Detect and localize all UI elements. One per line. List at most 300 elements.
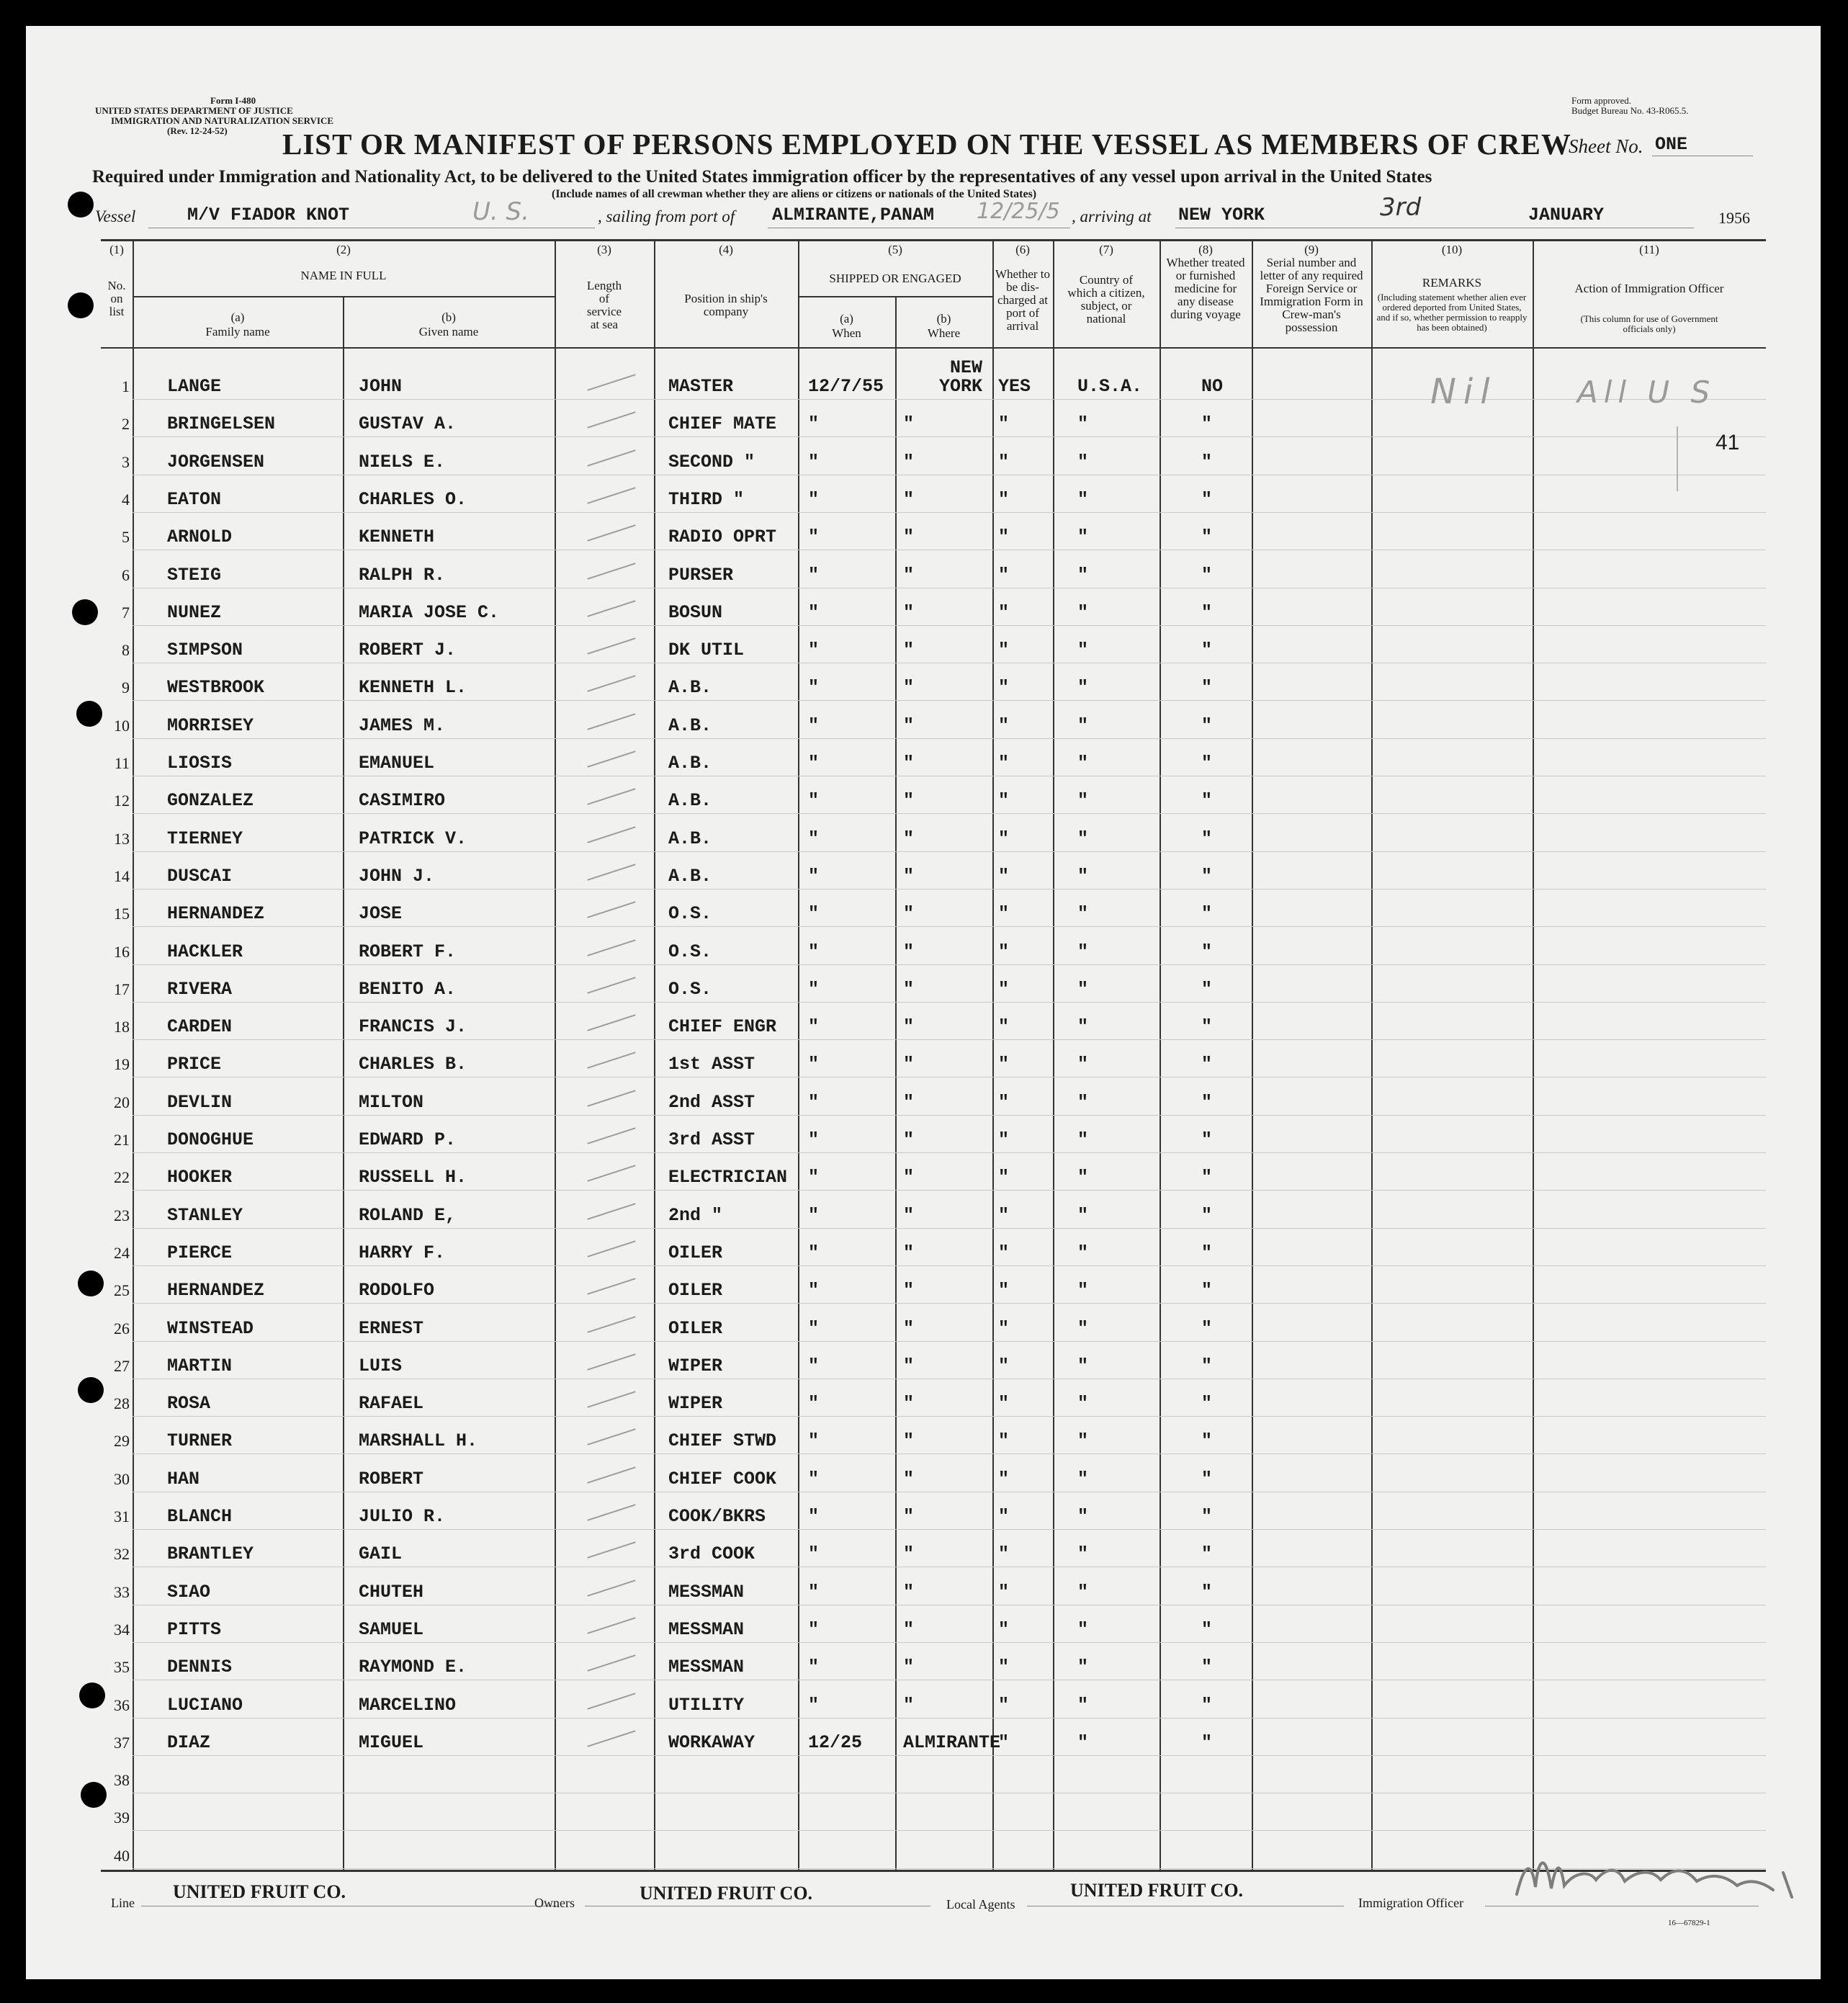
cell-position: A.B.: [668, 828, 712, 849]
cell-discharged: ": [998, 1016, 1010, 1037]
row-number: 18: [114, 1018, 130, 1036]
cell-position: COOK/BKRS: [668, 1506, 766, 1527]
owners-label: Owners: [534, 1896, 575, 1910]
service-tick-mark: [587, 524, 635, 542]
col-2a-header: Family name: [205, 325, 270, 339]
cell-medicine: ": [1201, 602, 1213, 623]
cell-discharged: ": [998, 1280, 1010, 1301]
cell-position: O.S.: [668, 941, 712, 962]
cell-given: KENNETH: [359, 526, 435, 547]
service-tick-mark: [587, 939, 635, 956]
cell-where: ": [903, 1054, 915, 1075]
cell-family: HACKLER: [167, 941, 243, 962]
page-title: LIST OR MANIFEST OF PERSONS EMPLOYED ON THE VESSEL AS MEMBERS OF CREW: [282, 127, 1571, 161]
cell-where: ": [903, 1582, 915, 1603]
cell-given: RUSSELL H.: [359, 1167, 467, 1188]
row-rule: [133, 512, 1766, 513]
row-number: 16: [114, 943, 130, 961]
cell-where: ": [903, 1543, 915, 1564]
cell-when: ": [808, 1469, 820, 1489]
service-tick-mark: [587, 1541, 635, 1559]
cell-country: ": [1077, 452, 1089, 472]
row-number: 27: [114, 1357, 130, 1375]
cell-when: ": [808, 941, 820, 962]
cell-given: SAMUEL: [359, 1619, 424, 1640]
col-2-number: (2): [336, 243, 351, 256]
cell-when: ": [808, 1393, 820, 1414]
cell-discharged: ": [998, 1619, 1010, 1640]
cell-medicine: ": [1201, 1092, 1213, 1113]
cell-when: ": [808, 1619, 820, 1640]
cell-country: U.S.A.: [1077, 376, 1143, 397]
row-rule: [133, 964, 1766, 965]
col-divider: [1371, 239, 1373, 1871]
row-rule: [133, 399, 1766, 400]
cell-country: ": [1077, 790, 1089, 811]
row-rule: [133, 1190, 1766, 1191]
service-tick-mark: [587, 901, 635, 918]
table-top-border: [101, 239, 1766, 241]
cell-given: EDWARD P.: [359, 1129, 457, 1150]
officer-signature: [1510, 1844, 1812, 1916]
cell-medicine: ": [1201, 1543, 1213, 1564]
cell-given: KENNETH L.: [359, 677, 467, 698]
sheet-number: ONE: [1655, 134, 1688, 155]
cell-discharged: ": [998, 1205, 1010, 1226]
service-tick-mark: [587, 864, 635, 881]
col-5a-number: (a): [840, 312, 853, 326]
col-11-note: (This column for use of Government officials only): [1580, 313, 1718, 334]
row-number: 10: [114, 717, 130, 735]
required-line: Required under Immigration and Nationality Act, to be delivered to the United States immigration officer by the representatives of any vessel upon arrival in the United States: [92, 167, 1432, 187]
cell-family: SIAO: [167, 1582, 211, 1603]
col-5-number: (5): [888, 243, 902, 256]
row-rule: [133, 436, 1766, 437]
row-rule: [133, 1830, 1766, 1831]
row-number: 25: [114, 1281, 130, 1299]
cell-when: ": [808, 866, 820, 887]
cell-country: ": [1077, 1469, 1089, 1489]
cell-family: TIERNEY: [167, 828, 243, 849]
cell-position: SECOND ": [668, 452, 755, 472]
cell-country: ": [1077, 1543, 1089, 1564]
cell-where: ": [903, 1167, 915, 1188]
cell-when: ": [808, 452, 820, 472]
cell-when: ": [808, 1657, 820, 1677]
service-tick-mark: [587, 1278, 635, 1295]
arrival-month: JANUARY: [1528, 205, 1605, 225]
cell-country: ": [1077, 640, 1089, 660]
row-number: 4: [122, 490, 130, 508]
col-5b-header: Where: [927, 326, 961, 340]
sheet-label: Sheet No.: [1569, 135, 1643, 157]
cell-given: JAMES M.: [359, 715, 446, 736]
cell-medicine: ": [1201, 1356, 1213, 1376]
cell-family: DIAZ: [167, 1732, 211, 1753]
cell-discharged: ": [998, 903, 1010, 924]
check-mark-line: [1677, 426, 1678, 491]
day-handwriting: 3rd: [1380, 193, 1422, 222]
cell-when: ": [808, 753, 820, 774]
cell-family: EATON: [167, 489, 222, 510]
service-tick-mark: [587, 826, 635, 843]
cell-where: ": [903, 828, 915, 849]
row-rule: [133, 1303, 1766, 1304]
cell-medicine: ": [1201, 1318, 1213, 1339]
col-8-number: (8): [1198, 243, 1213, 256]
service-tick-mark: [587, 1127, 635, 1144]
row-number: 7: [122, 604, 130, 622]
cell-medicine: ": [1201, 753, 1213, 774]
row-rule: [133, 1341, 1766, 1342]
row-number: 23: [114, 1206, 130, 1224]
cell-position: 2nd ": [668, 1205, 723, 1226]
cell-family: WINSTEAD: [167, 1318, 254, 1339]
cell-when: ": [808, 979, 820, 1000]
cell-medicine: ": [1201, 1167, 1213, 1188]
row-number: 12: [114, 792, 130, 810]
cell-family: CARDEN: [167, 1016, 233, 1037]
cell-family: STEIG: [167, 565, 222, 586]
cell-country: ": [1077, 565, 1089, 586]
cell-where: ALMIRANTE: [903, 1732, 1001, 1753]
cell-where: ": [903, 1695, 915, 1716]
row-rule: [133, 1642, 1766, 1643]
cell-position: MESSMAN: [668, 1619, 745, 1640]
col-divider: [1252, 239, 1253, 1871]
owners-value: UNITED FRUIT CO.: [640, 1883, 813, 1904]
cell-given: ROBERT: [359, 1469, 424, 1489]
cell-discharged: ": [998, 828, 1010, 849]
cell-where: ": [903, 1469, 915, 1489]
row-number: 31: [114, 1507, 130, 1525]
col-9-header: Serial number and letter of any required Foreign Service or Immigration Form in Crew-man's possession: [1260, 256, 1363, 334]
cell-medicine: ": [1201, 941, 1213, 962]
cell-discharged: ": [998, 1054, 1010, 1075]
row-number: 1: [122, 377, 130, 395]
cell-country: ": [1077, 1430, 1089, 1451]
row-number: 22: [114, 1168, 130, 1186]
service-tick-mark: [587, 1014, 635, 1031]
service-tick-mark: [587, 788, 635, 805]
cell-given: RAYMOND E.: [359, 1657, 467, 1677]
service-tick-mark: [587, 675, 635, 692]
cell-country: ": [1077, 1393, 1089, 1414]
cell-position: A.B.: [668, 677, 712, 698]
col-divider: [895, 296, 897, 1871]
cell-position: A.B.: [668, 790, 712, 811]
cell-country: ": [1077, 413, 1089, 434]
row-number: 5: [122, 528, 130, 546]
cell-when: ": [808, 1242, 820, 1263]
cell-country: ": [1077, 903, 1089, 924]
cell-family: BRANTLEY: [167, 1543, 254, 1564]
cell-where: ": [903, 640, 915, 660]
cell-family: HOOKER: [167, 1167, 233, 1188]
col-4-number: (4): [719, 243, 733, 256]
cell-when: ": [808, 1167, 820, 1188]
cell-discharged: ": [998, 1129, 1010, 1150]
cell-medicine: ": [1201, 866, 1213, 887]
col-2-header: NAME IN FULL: [300, 269, 387, 282]
service-tick-mark: [587, 1579, 635, 1597]
cell-given: RALPH R.: [359, 565, 446, 586]
service-tick-mark: [587, 563, 635, 580]
cell-position: THIRD ": [668, 489, 745, 510]
cell-position: A.B.: [668, 715, 712, 736]
cell-given: CHUTEH: [359, 1582, 424, 1603]
row-rule: [133, 1265, 1766, 1266]
col-10-number: (10): [1441, 243, 1463, 256]
cell-given: ROBERT F.: [359, 941, 457, 962]
cell-family: BRINGELSEN: [167, 413, 276, 434]
cell-medicine: ": [1201, 1393, 1213, 1414]
cell-country: ": [1077, 1619, 1089, 1640]
cell-family: PRICE: [167, 1054, 222, 1075]
cell-medicine: ": [1201, 828, 1213, 849]
cell-given: RAFAEL: [359, 1393, 424, 1414]
revision: (Rev. 12-24-52): [167, 125, 228, 136]
cell-given: JOHN: [359, 376, 403, 397]
row-rule: [133, 1115, 1766, 1116]
service-tick-mark: [587, 374, 635, 391]
row-number: 20: [114, 1093, 130, 1111]
cell-given: FRANCIS J.: [359, 1016, 467, 1037]
cell-given: JOSE: [359, 903, 403, 924]
punch-hole: [76, 701, 102, 727]
cell-given: GAIL: [359, 1543, 403, 1564]
cell-given: JOHN J.: [359, 866, 435, 887]
cell-country: ": [1077, 1016, 1089, 1037]
col-divider: [798, 239, 799, 1871]
row-number: 14: [114, 867, 130, 885]
include-line: (Include names of all crewman whether they are aliens or citizens or nationals of the United States): [552, 188, 1037, 200]
col-3-header: Length of service at sea: [586, 279, 622, 331]
cell-given: HARRY F.: [359, 1242, 446, 1263]
cell-when: ": [808, 1054, 820, 1075]
cell-position: O.S.: [668, 979, 712, 1000]
cell-where: ": [903, 1657, 915, 1677]
cell-where: ": [903, 1506, 915, 1527]
service-tick-mark: [587, 600, 635, 617]
col-8-header: Whether treated or furnished medicine for any disease during voyage: [1166, 256, 1245, 321]
cell-country: ": [1077, 1167, 1089, 1188]
cell-country: ": [1077, 1092, 1089, 1113]
cell-when: ": [808, 565, 820, 586]
cell-position: A.B.: [668, 753, 712, 774]
service-tick-mark: [587, 750, 635, 768]
print-code: 16—67829-1: [1668, 1919, 1710, 1927]
departure-port: ALMIRANTE,PANAM: [772, 205, 935, 225]
row-number: 11: [114, 754, 130, 772]
row-number: 35: [114, 1658, 130, 1676]
punch-hole: [68, 192, 94, 218]
cell-discharged: ": [998, 1167, 1010, 1188]
cell-medicine: ": [1201, 903, 1213, 924]
cell-position: DK UTIL: [668, 640, 745, 660]
header-bottom-border: [101, 347, 1766, 349]
col-7-number: (7): [1099, 243, 1113, 256]
cell-given: PATRICK V.: [359, 828, 467, 849]
cell-medicine: ": [1201, 1205, 1213, 1226]
cell-discharged: ": [998, 1506, 1010, 1527]
col-divider: [654, 239, 655, 1871]
vessel-handwriting: U. S.: [472, 197, 529, 226]
cell-family: GONZALEZ: [167, 790, 254, 811]
cell-given: CHARLES B.: [359, 1054, 467, 1075]
vessel-label: Vessel: [95, 207, 136, 225]
cell-position: CHIEF MATE: [668, 413, 777, 434]
cell-given: ROLAND E,: [359, 1205, 457, 1226]
cell-where: ": [903, 1280, 915, 1301]
cell-family: PITTS: [167, 1619, 222, 1640]
col-5-header: SHIPPED OR ENGAGED: [829, 272, 961, 285]
row-number: 21: [114, 1131, 130, 1149]
cell-given: NIELS E.: [359, 452, 446, 472]
service-tick-mark: [587, 487, 635, 504]
row-rule: [133, 700, 1766, 701]
cell-medicine: NO: [1201, 376, 1224, 397]
service-tick-mark: [587, 1240, 635, 1258]
service-tick-mark: [587, 1316, 635, 1333]
cell-family: HAN: [167, 1469, 200, 1489]
cell-country: ": [1077, 979, 1089, 1000]
cell-medicine: ": [1201, 1732, 1213, 1753]
punch-hole: [78, 1377, 104, 1403]
cell-position: OILER: [668, 1242, 723, 1263]
service-tick-mark: [587, 1617, 635, 1634]
col-2a-number: (a): [230, 310, 245, 324]
cell-where: ": [903, 753, 915, 774]
col-10-note: (Including statement whether alien ever ordered deported from United States, and if so, whether permission to reapply has been obtained): [1376, 292, 1528, 333]
cell-where: ": [903, 866, 915, 887]
cell-when: ": [808, 1092, 820, 1113]
cell-where: ": [903, 452, 915, 472]
cell-where: ": [903, 790, 915, 811]
cell-medicine: ": [1201, 979, 1213, 1000]
cell-when: 12/25: [808, 1732, 863, 1753]
col-divider: [1053, 239, 1054, 1871]
row-number: 34: [114, 1621, 130, 1639]
row-number: 24: [114, 1244, 130, 1262]
line-label: Line: [111, 1896, 135, 1910]
cell-discharged: ": [998, 1092, 1010, 1113]
cell-discharged: ": [998, 1695, 1010, 1716]
cell-discharged: ": [998, 1582, 1010, 1603]
cell-medicine: ": [1201, 1016, 1213, 1037]
officer-label: Immigration Officer: [1358, 1896, 1464, 1910]
cell-given: MARCELINO: [359, 1695, 457, 1716]
cell-where: ": [903, 1205, 915, 1226]
cell-given: MILTON: [359, 1092, 424, 1113]
row-number: 38: [114, 1771, 130, 1789]
service-tick-mark: [587, 1203, 635, 1220]
col-9-number: (9): [1304, 243, 1319, 256]
cell-country: ": [1077, 526, 1089, 547]
col-1-number: (1): [109, 243, 124, 256]
cell-family: MARTIN: [167, 1356, 233, 1376]
row-number: 6: [122, 566, 130, 584]
cell-family: MORRISEY: [167, 715, 254, 736]
row-number: 26: [114, 1319, 130, 1337]
row-number: 28: [114, 1394, 130, 1412]
arrival-port: NEW YORK: [1178, 205, 1265, 225]
cell-discharged: ": [998, 790, 1010, 811]
col-divider: [343, 296, 344, 1871]
cell-medicine: ": [1201, 1242, 1213, 1263]
cell-position: MESSMAN: [668, 1582, 745, 1603]
row-rule: [133, 1755, 1766, 1756]
cell-where: ": [903, 1318, 915, 1339]
col-divider: [992, 239, 994, 1871]
cell-discharged: ": [998, 413, 1010, 434]
cell-where: ": [903, 941, 915, 962]
cell-position: 3rd COOK: [668, 1543, 755, 1564]
cell-discharged: ": [998, 640, 1010, 660]
punch-hole: [72, 599, 98, 625]
cell-given: RODOLFO: [359, 1280, 435, 1301]
cell-family: DONOGHUE: [167, 1129, 254, 1150]
cell-medicine: ": [1201, 1280, 1213, 1301]
cell-medicine: ": [1201, 565, 1213, 586]
cell-medicine: ": [1201, 1657, 1213, 1677]
col-1-header: No. on list: [107, 279, 126, 318]
cell-family: RIVERA: [167, 979, 233, 1000]
cell-given: GUSTAV A.: [359, 413, 457, 434]
punch-hole: [78, 1271, 104, 1296]
cell-position: PURSER: [668, 565, 734, 586]
col-5a-header: When: [832, 326, 861, 340]
col-6-number: (6): [1015, 243, 1030, 256]
cell-when: ": [808, 677, 820, 698]
cell-position: WIPER: [668, 1393, 723, 1414]
arrival-year: 1956: [1718, 209, 1750, 227]
cell-where: ": [903, 979, 915, 1000]
cell-country: ": [1077, 1054, 1089, 1075]
cell-country: ": [1077, 1657, 1089, 1677]
row-rule: [133, 851, 1766, 852]
cell-position: RADIO OPRT: [668, 526, 777, 547]
cell-medicine: ": [1201, 1054, 1213, 1075]
cell-when: ": [808, 413, 820, 434]
cell-when: ": [808, 790, 820, 811]
cell-position: WIPER: [668, 1356, 723, 1376]
service-tick-mark: [587, 637, 635, 655]
cell-when: ": [808, 640, 820, 660]
arriving-label: , arriving at: [1072, 207, 1152, 225]
cell-country: ": [1077, 866, 1089, 887]
cell-when: ": [808, 1205, 820, 1226]
cell-position: 1st ASST: [668, 1054, 755, 1075]
cell-when: ": [808, 1318, 820, 1339]
cell-family: LUCIANO: [167, 1695, 243, 1716]
service-tick-mark: [587, 1504, 635, 1521]
cell-when: 12/7/55: [808, 376, 884, 397]
cell-position: CHIEF STWD: [668, 1430, 777, 1451]
cell-when: ": [808, 1543, 820, 1564]
row-rule: [133, 889, 1766, 890]
cell-medicine: ": [1201, 790, 1213, 811]
cell-where: NEW YORK: [938, 357, 982, 397]
col-11-header: Action of Immigration Officer: [1574, 282, 1724, 295]
row-number: 8: [122, 641, 130, 659]
cell-given: ROBERT J.: [359, 640, 457, 660]
form-number: Form I-480: [210, 95, 256, 106]
col-5b-number: (b): [936, 312, 951, 326]
row-number: 15: [114, 905, 130, 923]
agents-value: UNITED FRUIT CO.: [1070, 1880, 1244, 1901]
cell-position: 2nd ASST: [668, 1092, 755, 1113]
